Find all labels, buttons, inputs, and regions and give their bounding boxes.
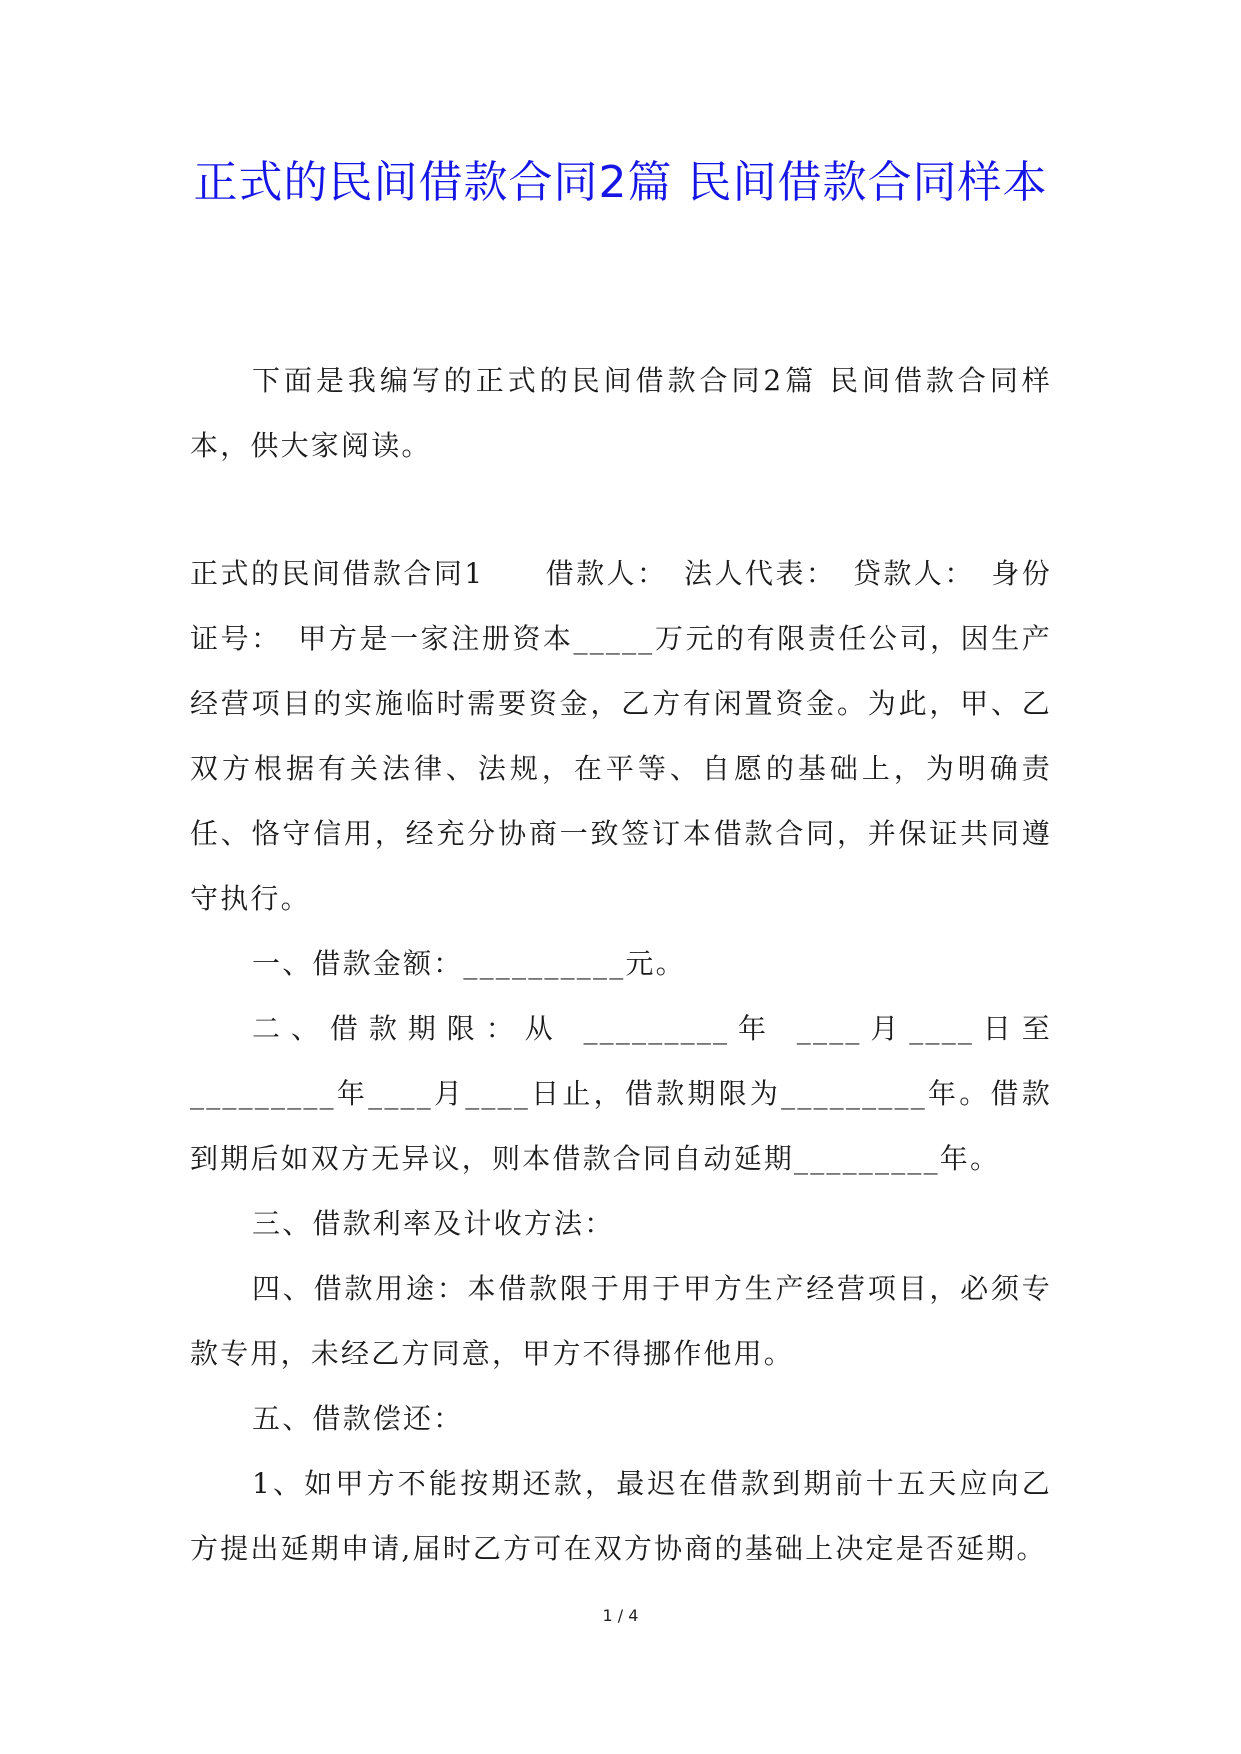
page-number: 1 / 4 xyxy=(602,1606,639,1625)
document-body xyxy=(190,348,1052,1581)
clause-repayment-item-1: 1、如甲方不能按期还款，最迟在借款到期前十五天应向乙方提出延期申请,届时乙方可在双方协商的基础上决定是否延期。 xyxy=(190,1467,1052,1565)
clause-interest-rate: 三、借款利率及计收方法： xyxy=(252,1207,615,1240)
document-title: 正式的民间借款合同2篇 民间借款合同样本 xyxy=(193,157,1048,208)
clause-loan-purpose: 四、借款用途：本借款限于用于甲方生产经营项目，必须专款专用，未经乙方同意，甲方不得挪作他用。 xyxy=(190,1272,1052,1370)
clause-repayment: 五、借款偿还： xyxy=(252,1402,464,1435)
intro-paragraph: 下面是我编写的正式的民间借款合同2篇 民间借款合同样本，供大家阅读。 xyxy=(190,364,1052,462)
clause-loan-amount: 一、借款金额：__________元。 xyxy=(252,947,686,980)
clause-loan-term: 二、借款期限：从 _________年 ____月____日至_________年____月____日止，借款期限为_________年。借款到期后如双方无异议，则本借款合同自动延期_________年。 xyxy=(190,1012,1052,1175)
contract-preamble-paragraph: 正式的民间借款合同1 借款人： 法人代表： 贷款人： 身份证号： 甲方是一家注册资本_____万元的有限责任公司，因生产经营项目的实施临时需要资金，乙方有闲置资金。为此，甲、乙双方根据有关法律、法规，在平等、自愿的基础上，为明确责任、恪守信用，经充分协商一致签订本借款合同，并保证共同遵守执行。 xyxy=(190,557,1052,915)
